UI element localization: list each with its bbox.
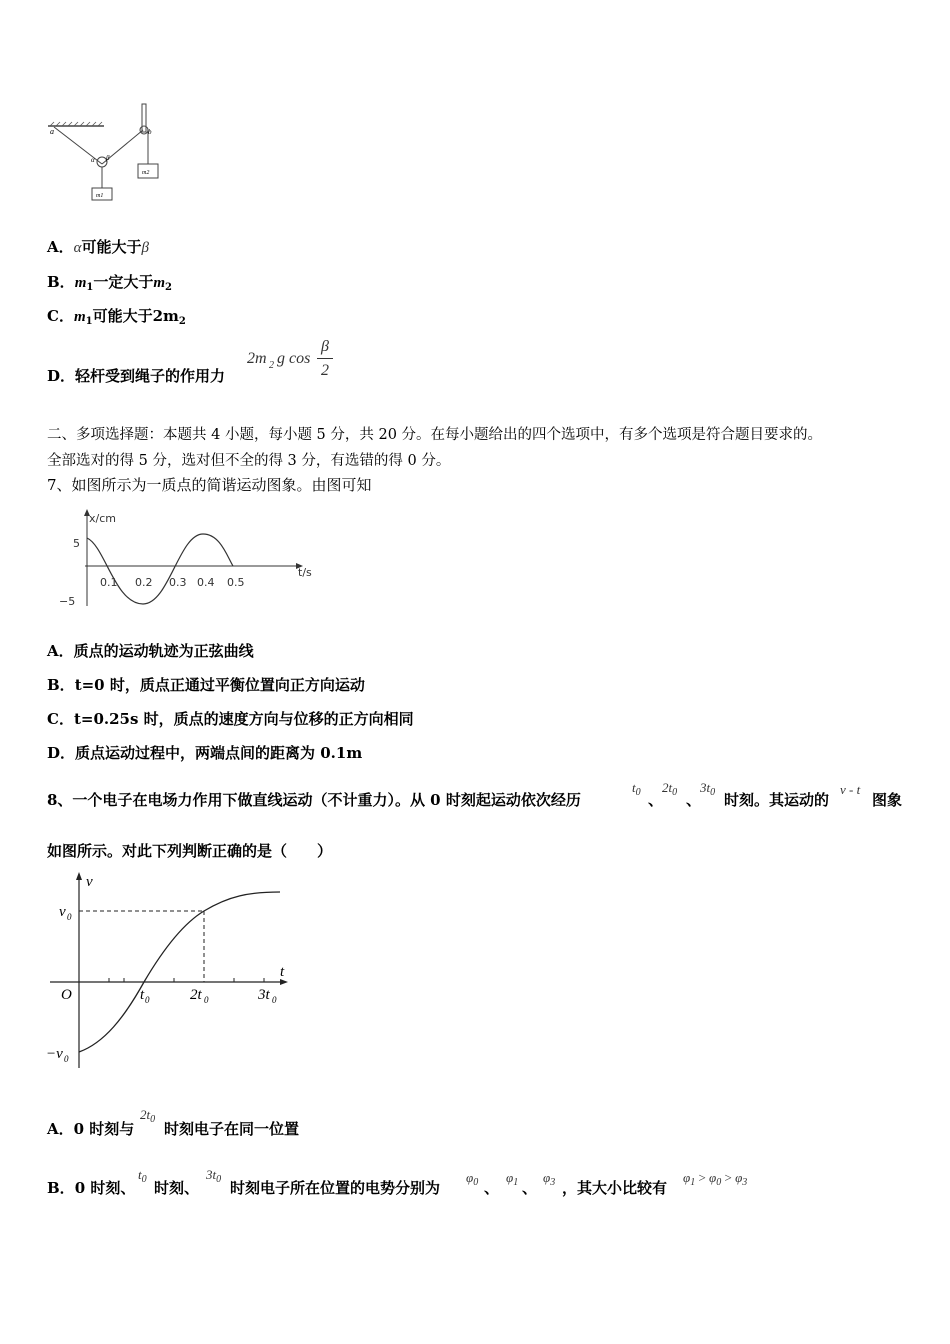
q8-3t0: $3t_0$ xyxy=(700,780,716,798)
option-d-text: 轻杆受到绳子的作用力 xyxy=(75,367,226,385)
q7-option-b[interactable] xyxy=(47,674,365,695)
vt-curve xyxy=(79,892,280,1052)
ytick-neg5: −5 xyxy=(59,595,76,608)
beta-symbol: β xyxy=(141,240,150,256)
q8a-2t0: $2t_0$ xyxy=(140,1107,156,1125)
q8-stem-c: 图象 xyxy=(872,791,903,809)
v-label: v xyxy=(86,874,93,890)
q6-option-a[interactable] xyxy=(47,236,149,257)
formula-gcos: g cos xyxy=(277,350,311,367)
ytick-5: 5 xyxy=(73,537,80,550)
option-c-text: t=0.25s 时，质点的速度方向与位移的正方向相同 xyxy=(73,710,414,728)
sep-a: 、 xyxy=(484,1179,500,1197)
q8-vt-graph xyxy=(44,868,304,1073)
sep-b: 、 xyxy=(522,1179,538,1197)
option-b-text-2: 时刻、 xyxy=(154,1179,200,1197)
option-b-text: 一定大于 xyxy=(93,273,154,291)
origin-label: O xyxy=(61,987,72,1003)
q6-option-d[interactable] xyxy=(47,365,225,386)
label-alpha: α xyxy=(91,156,95,164)
option-c-prefix: C． xyxy=(47,307,74,325)
neg-v0-sub: 0 xyxy=(64,1054,69,1064)
section2-line2: 全部选对的得 5 分，选对但不全的得 3 分，有选错的得 0 分。 xyxy=(47,453,451,469)
t0-label: t xyxy=(140,987,145,1003)
formula-2m: 2m xyxy=(247,350,267,367)
option-a-text-1: 0 时刻与 xyxy=(73,1120,135,1138)
shm-curve xyxy=(87,534,233,604)
m-subscript: 1 xyxy=(85,316,93,327)
q7-shm-graph xyxy=(55,506,325,616)
m2-symbol: m xyxy=(153,275,166,291)
formula-numerator: β xyxy=(321,338,329,355)
2m-symbol: 2m xyxy=(152,307,179,325)
label-b: b xyxy=(148,128,152,136)
xtick-0.4: 0.4 xyxy=(197,576,215,589)
label-m2: m2 xyxy=(142,170,150,176)
q8b-3t0: $3t_0$ xyxy=(206,1167,222,1185)
q8-stem-line2: 如图所示。对此下列判断正确的是（ ） xyxy=(47,842,333,860)
q8-2t0: $2t_0$ xyxy=(662,780,678,798)
option-b-text-3: 时刻电子所在位置的电势分别为 xyxy=(230,1179,441,1197)
phi3: $\varphi_3$ xyxy=(543,1170,556,1188)
q7-stem: 7、如图所示为一质点的简谐运动图象。由图可知 xyxy=(47,476,372,494)
label-m1: m1 xyxy=(96,193,104,199)
alpha-symbol: α xyxy=(73,240,82,256)
xtick-0.1: 0.1 xyxy=(100,576,118,589)
q8b-t0: $t_0$ xyxy=(138,1167,147,1185)
m-symbol: m xyxy=(74,275,87,291)
option-a-text: 质点的运动轨迹为正弦曲线 xyxy=(73,642,254,660)
q7-option-a[interactable] xyxy=(47,640,254,661)
phi1: $\varphi_1$ xyxy=(506,1170,519,1188)
option-b-prefix: B． xyxy=(47,273,75,291)
ylabel: x/cm xyxy=(89,512,116,525)
q8-sep2: 、 xyxy=(686,791,702,809)
xtick-0.3: 0.3 xyxy=(169,576,187,589)
option-d-text: 质点运动过程中，两端点间的距离为 0.1m xyxy=(75,744,363,762)
option-a-text: 可能大于 xyxy=(81,238,142,256)
q8-stem-b: 时刻。其运动的 xyxy=(724,791,830,809)
m2-subscript: 2 xyxy=(178,316,186,327)
option-c-text: 可能大于 xyxy=(92,307,153,325)
3t0-label: 3t xyxy=(258,987,270,1003)
fraction-bar xyxy=(317,358,333,359)
m2-subscript: 2 xyxy=(165,282,172,293)
option-d-prefix: D． xyxy=(47,744,76,762)
option-b-prefix: B． xyxy=(47,676,75,694)
q8-t0: $t_0$ xyxy=(632,780,641,798)
q6-option-b[interactable] xyxy=(47,271,172,293)
option-a-prefix: A． xyxy=(47,1120,74,1138)
formula-sub: 2 xyxy=(269,360,274,371)
q8-option-a[interactable] xyxy=(47,1118,134,1139)
neg-v0-label: −v xyxy=(46,1046,63,1062)
option-d-prefix: D． xyxy=(47,367,76,385)
q8-option-b[interactable] xyxy=(47,1177,135,1198)
q7-option-c[interactable] xyxy=(47,708,414,729)
v0-label: v xyxy=(59,904,66,920)
option-a-prefix: A． xyxy=(47,238,74,256)
xticks xyxy=(100,576,245,589)
xtick-0.2: 0.2 xyxy=(135,576,153,589)
option-c-prefix: C． xyxy=(47,710,74,728)
label-beta: β xyxy=(106,154,110,162)
2t0-sub: 0 xyxy=(204,995,209,1005)
phi-inequality: $\varphi_1 > \varphi_0 > \varphi_3$ xyxy=(683,1170,748,1188)
option-b-text-4: ，其大小比较有 xyxy=(562,1179,668,1197)
q8-stem-a: 8、一个电子在电场力作用下做直线运动（不计重力）。从 0 时刻起运动依次经历 xyxy=(47,791,581,809)
option-b-text-1: 0 时刻、 xyxy=(74,1179,136,1197)
phi0: $\varphi_0$ xyxy=(466,1170,479,1188)
section2-line1: 二、多项选择题：本题共 4 小题，每小题 5 分，共 20 分。在每小题给出的四个选项中，有多个选项是符合题目要求的。 xyxy=(47,427,823,443)
option-a-text-2: 时刻电子在同一位置 xyxy=(164,1120,300,1138)
formula-denominator: 2 xyxy=(321,362,329,379)
option-b-prefix: B． xyxy=(47,1179,75,1197)
3t0-sub: 0 xyxy=(272,995,277,1005)
xlabel: t/s xyxy=(298,566,312,579)
t0-sub: 0 xyxy=(145,995,150,1005)
q8-sep1: 、 xyxy=(648,791,664,809)
m-subscript: 1 xyxy=(86,282,94,293)
t-label: t xyxy=(280,964,285,980)
pulley-figure xyxy=(44,100,174,205)
q8-vt: v - t xyxy=(840,782,861,797)
m-symbol: m xyxy=(73,309,86,325)
v-arrow xyxy=(76,872,82,880)
q7-option-d[interactable] xyxy=(47,742,362,763)
option-a-prefix: A． xyxy=(47,642,74,660)
option-b-text: t=0 时，质点正通过平衡位置向正方向运动 xyxy=(74,676,365,694)
v0-sub: 0 xyxy=(67,912,72,922)
q6-option-c[interactable] xyxy=(47,305,186,327)
label-a: a xyxy=(50,127,54,136)
xtick-0.5: 0.5 xyxy=(227,576,245,589)
2t0-label: 2t xyxy=(190,987,202,1003)
